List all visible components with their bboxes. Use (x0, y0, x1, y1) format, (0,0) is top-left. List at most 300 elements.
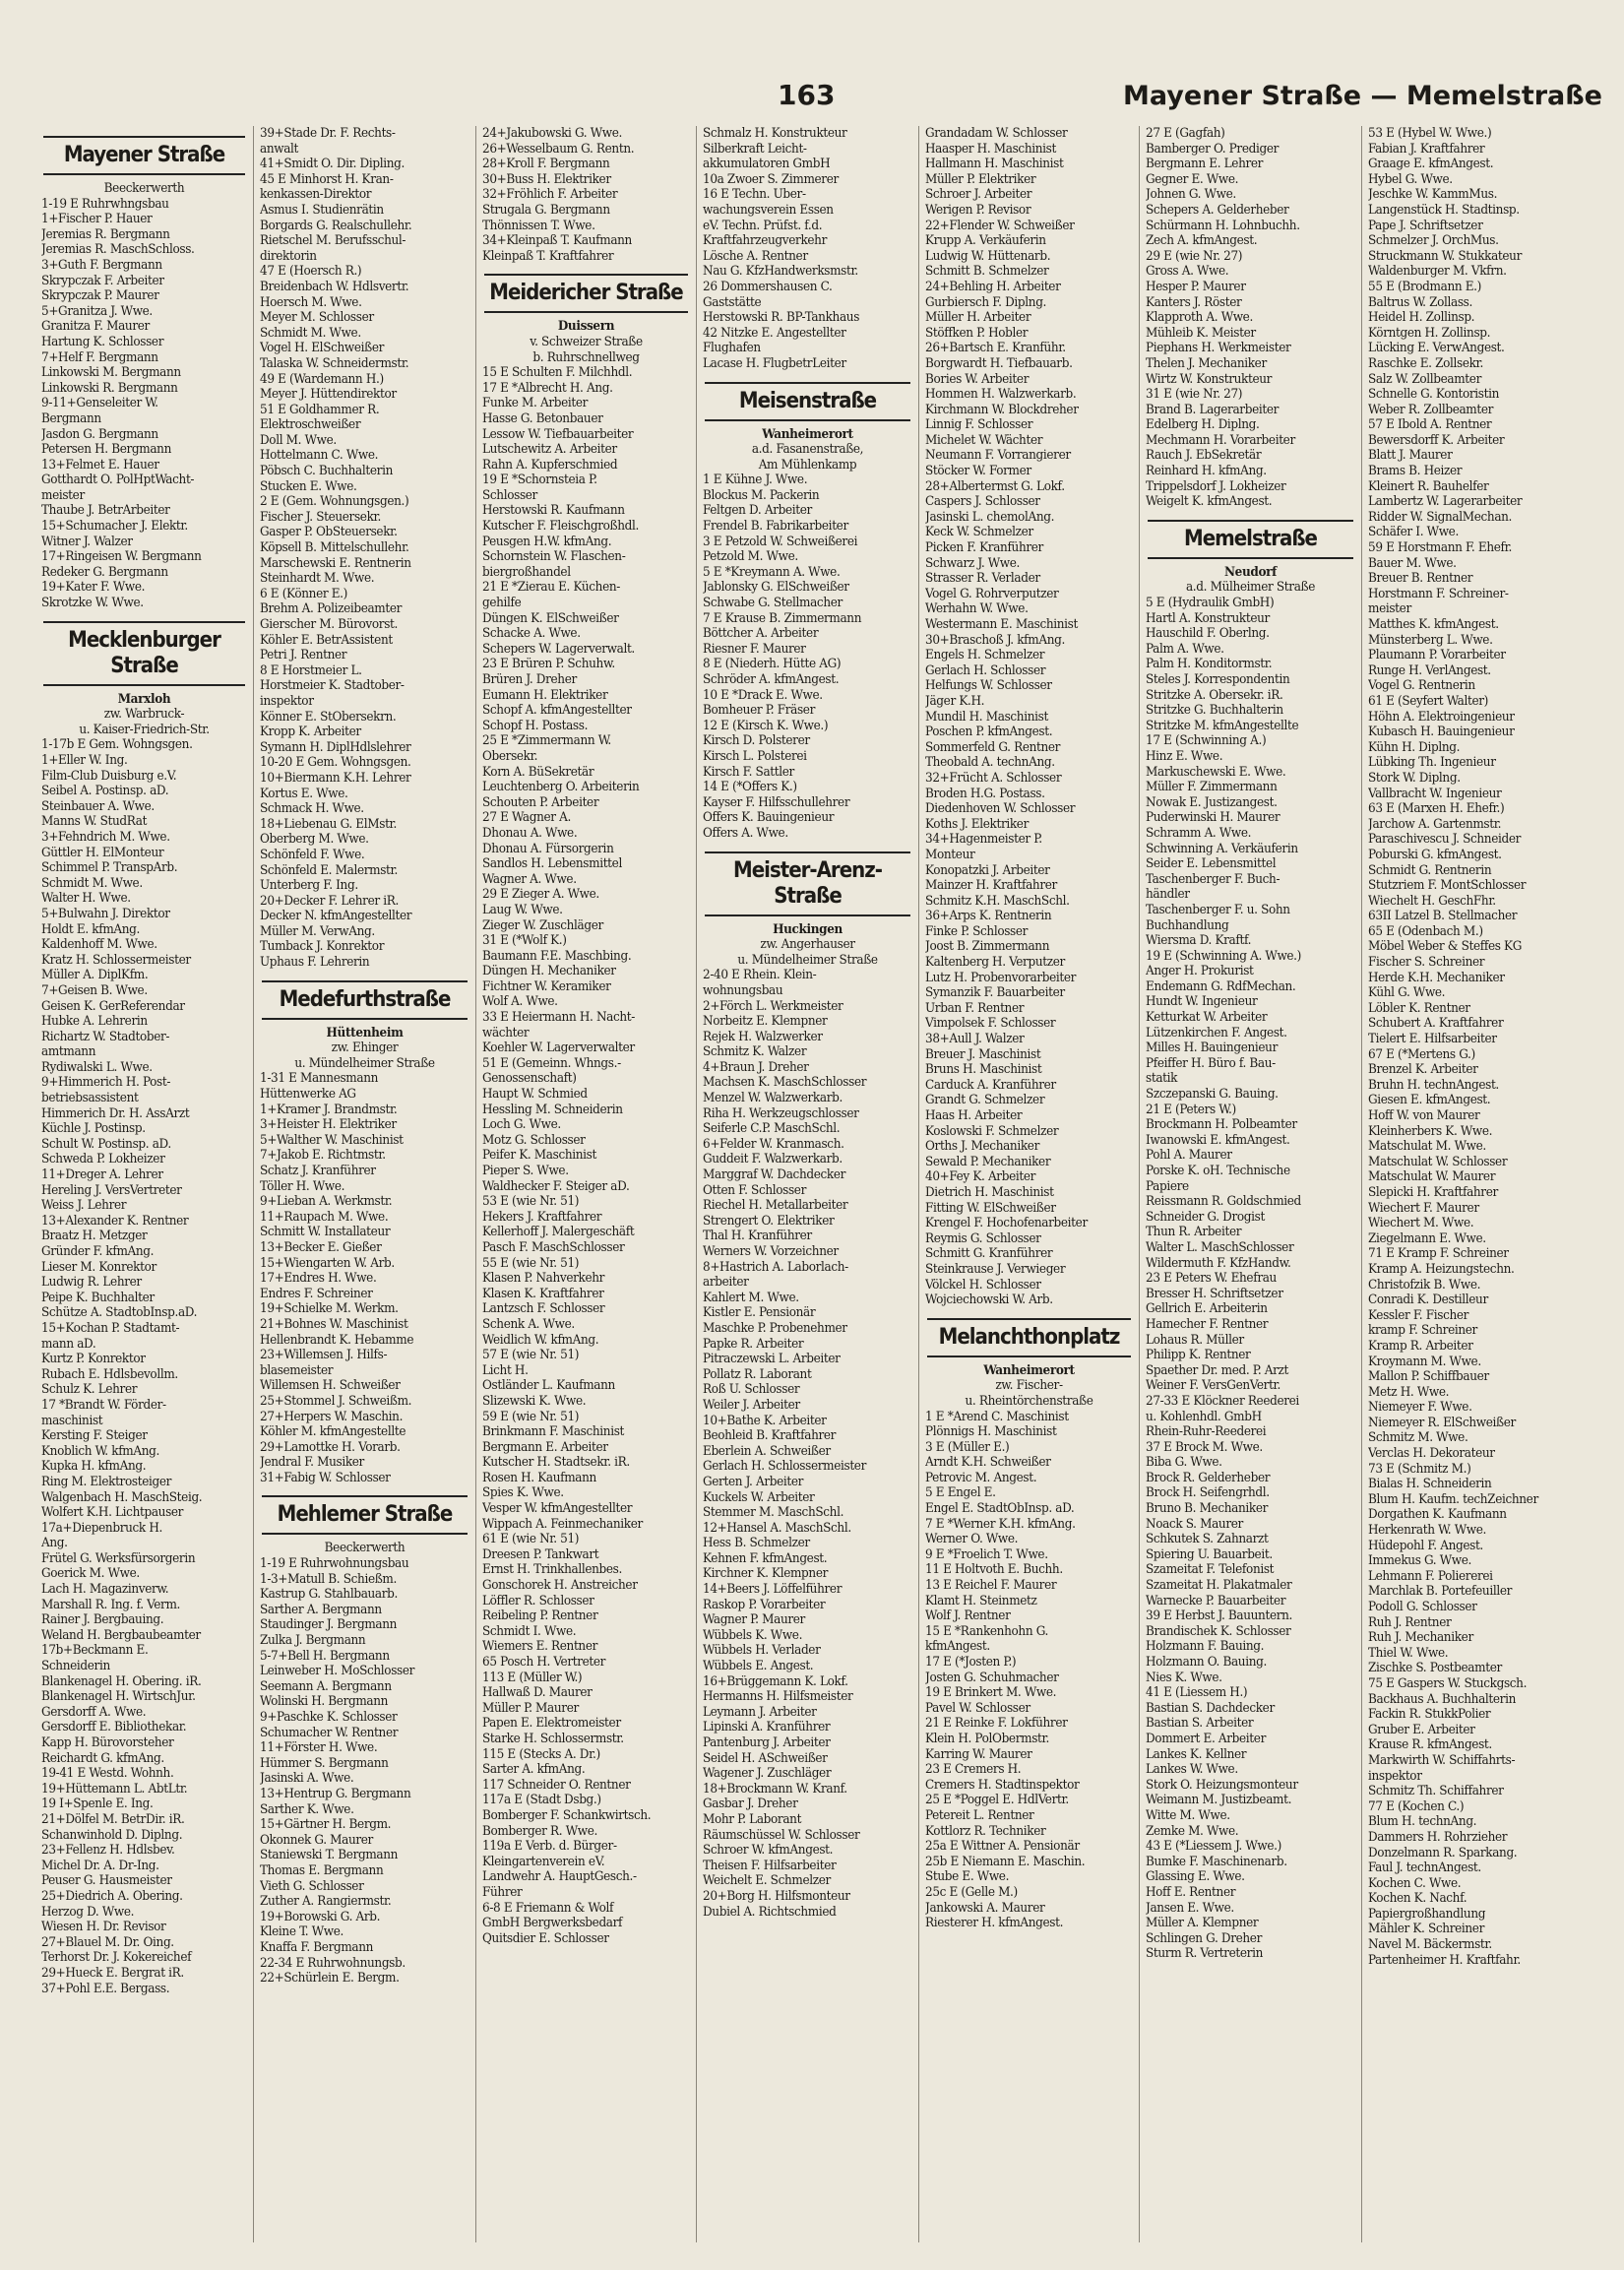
directory-entry: Schwinning A. Verkäuferin (1146, 841, 1298, 856)
directory-entry: Glassing E. Wwe. (1146, 1869, 1245, 1885)
directory-entry: 65 E (Odenbach M.) (1368, 923, 1483, 939)
directory-entry: Baumann F.E. Maschbing. (482, 948, 632, 964)
directory-entry: Wübbels K. Wwe. (703, 1627, 803, 1643)
directory-entry: Hartung K. Schlosser (41, 334, 164, 349)
directory-entry: Wolf J. Rentner (925, 1608, 1011, 1624)
directory-entry: Szameitat F. Telefonist (1146, 1562, 1275, 1578)
directory-entry: Paraschivescu J. Schneider (1368, 832, 1522, 848)
directory-entry: Pfeiffer H. Büro f. Bau- (1146, 1055, 1276, 1071)
directory-entry: Gurbiersch F. Diplng. (925, 294, 1047, 310)
directory-entry: 29+Hueck E. Bergrat iR. (41, 1965, 184, 1981)
directory-entry: Reibeling P. Rentner (482, 1608, 598, 1624)
directory-entry: Kersting F. Steiger (41, 1428, 148, 1444)
directory-entry: Köpsell B. Mittelschullehr. (260, 540, 409, 556)
directory-entry: Rubach E. Hdlsbevollm. (41, 1366, 178, 1382)
directory-entry: Hekers J. Kraftfahrer (482, 1209, 602, 1225)
directory-entry: 17+Ringeisen W. Bergmann (41, 549, 202, 565)
directory-entry: Walter H. Wwe. (41, 891, 131, 907)
directory-entry: 39 E Herbst J. Bauuntern. (1146, 1608, 1293, 1624)
directory-entry: Ridder W. SignalMechan. (1368, 509, 1513, 525)
directory-entry: Flughafen (703, 341, 761, 356)
directory-entry: 34+Hagenmeister P. (925, 832, 1042, 848)
directory-entry: Szczepanski G. Bauing. (1146, 1087, 1279, 1103)
directory-entry: 7 E Krause B. Zimmermann (703, 610, 862, 626)
directory-entry: Kühl G. Wwe. (1368, 985, 1446, 1001)
directory-entry: Brand B. Lagerarbeiter (1146, 402, 1280, 417)
directory-entry: Staudinger J. Bergmann (260, 1617, 398, 1633)
directory-entry: Hoersch M. Wwe. (260, 294, 362, 310)
directory-entry: Raskop P. Vorarbeiter (703, 1597, 826, 1612)
directory-entry: 11+Dreger A. Lehrer (41, 1167, 163, 1183)
directory-entry: Leuchtenberg O. Arbeiterin (482, 780, 640, 795)
directory-entry: Plaumann P. Vorarbeiter (1368, 648, 1506, 663)
directory-entry: Töller H. Wwe. (260, 1178, 345, 1194)
directory-entry: 3+Guth F. Bergmann (41, 257, 162, 273)
directory-entry: Mainzer H. Kraftfahrer (925, 878, 1057, 894)
directory-entry: Michel Dr. A. Dr-Ing. (41, 1858, 159, 1873)
directory-entry: Gerten J. Arbeiter (703, 1474, 804, 1489)
directory-entry: Donzelmann R. Sparkang. (1368, 1845, 1518, 1860)
directory-entry: Ernst H. Trinkhallenbes. (482, 1562, 622, 1578)
directory-entry: Klein H. PolObermstr. (925, 1731, 1049, 1746)
directory-entry: Endemann G. RdfMechan. (1146, 978, 1296, 994)
directory-entry: Thal H. Kranführer (703, 1229, 812, 1244)
directory-entry: Schanwinhold D. Diplng. (41, 1827, 183, 1843)
directory-entry: 25+Diedrich A. Obering. (41, 1888, 183, 1904)
directory-entry: Wagner P. Maurer (703, 1612, 805, 1628)
directory-entry: Hybel G. Wwe. (1368, 171, 1453, 187)
directory-entry: Weidlich W. kfmAng. (482, 1332, 599, 1348)
district-note: zw. Warbruck- (103, 707, 185, 723)
directory-entry: Caspers J. Schlosser (925, 494, 1040, 510)
directory-entry: 23+Fellenz H. Hdlsbev. (41, 1843, 175, 1859)
directory-entry: Landwehr A. HauptGesch.- (482, 1869, 637, 1885)
directory-entry: Hümmer S. Bergmann (260, 1755, 389, 1771)
directory-entry: Steinhardt M. Wwe. (260, 571, 375, 587)
directory-entry: Bastian S. Arbeiter (1146, 1716, 1254, 1732)
directory-entry: Pape J. Schriftsetzer (1368, 218, 1483, 233)
directory-entry: Jablonsky G. ElSchweißer (703, 580, 849, 596)
directory-entry: Kurtz P. Konrektor (41, 1352, 146, 1367)
directory-entry: 57 E Ibold A. Rentner (1368, 417, 1492, 433)
directory-entry: Möbel Weber & Steffes KG (1368, 939, 1522, 955)
directory-entry: Schopf H. Postass. (482, 718, 589, 733)
directory-entry: Schmitz Th. Schiffahrer (1368, 1784, 1504, 1799)
directory-entry: 10a Zwoer S. Zimmerer (703, 171, 839, 187)
directory-entry: Ostländer L. Kaufmann (482, 1378, 615, 1394)
directory-entry: Immekus G. Wwe. (1368, 1553, 1471, 1569)
directory-entry: Monteur (925, 847, 975, 862)
directory-entry: Gierscher M. Bürovorst. (260, 617, 398, 632)
directory-entry: 23 E Brüren P. Schuhw. (482, 657, 615, 672)
directory-column (919, 126, 1140, 2242)
directory-entry: Poburski G. kfmAngest. (1368, 847, 1502, 862)
directory-entry: Cremers H. Stadtinspektor (925, 1777, 1080, 1793)
directory-entry: Rietschel M. Berufsschul- (260, 233, 406, 249)
directory-entry: Stucken E. Wwe. (260, 478, 357, 494)
directory-entry: Herkenrath W. Wwe. (1368, 1523, 1486, 1539)
directory-entry: Knoblich W. kfmAng. (41, 1443, 159, 1459)
directory-entry: Schornstein W. Flaschen- (482, 549, 626, 565)
directory-entry: Wolf A. Wwe. (482, 994, 558, 1010)
directory-entry: 6 E (Könner E.) (260, 586, 348, 601)
directory-entry: Wildermuth F. KfzHandw. (1146, 1255, 1291, 1271)
directory-entry: Brinkmann F. Maschinist (482, 1424, 625, 1440)
directory-entry: 37 E Brock M. Wwe. (1146, 1439, 1263, 1455)
directory-entry: 21 E *Zierau E. Küchen- (482, 580, 620, 596)
directory-entry: Rahn A. Kupferschmied (482, 457, 618, 473)
directory-entry: Granitza F. Maurer (41, 319, 150, 335)
directory-entry: Borgwardt H. Tiefbauarb. (925, 355, 1073, 371)
directory-entry: Breidenbach W. Hdlsvertr. (260, 279, 409, 294)
directory-entry: Spaether Dr. med. P. Arzt (1146, 1362, 1289, 1378)
district-note: zw. Fischer- (995, 1378, 1063, 1394)
directory-entry: Norbeitz E. Klempner (703, 1014, 828, 1030)
directory-entry: Klamt H. Steinmetz (925, 1593, 1037, 1608)
directory-entry: Müller P. Maurer (482, 1700, 579, 1716)
directory-entry: 25c E (Gelle M.) (925, 1884, 1018, 1900)
directory-entry: anwalt (260, 141, 299, 157)
directory-entry: Orths J. Mechaniker (925, 1139, 1039, 1155)
directory-entry: Geisen K. GerReferendar (41, 998, 185, 1014)
directory-entry: Breuer B. Rentner (1368, 571, 1473, 587)
district-note: u. Mündelheimer Straße (737, 952, 878, 968)
directory-entry: 28+Kroll F. Bergmann (482, 157, 610, 172)
directory-entry: Sewald P. Mechaniker (925, 1154, 1051, 1169)
directory-entry: 24+Behling H. Arbeiter (925, 279, 1061, 294)
directory-entry: Fischer J. Steuersekr. (260, 509, 381, 525)
directory-entry: Lankes W. Wwe. (1146, 1762, 1238, 1778)
directory-entry: Doll M. Wwe. (260, 432, 337, 448)
directory-entry: 15+Gärtner H. Bergm. (260, 1817, 392, 1833)
directory-entry: Weiner F. VersGenVertr. (1146, 1378, 1280, 1394)
directory-entry: Mähler K. Schreiner (1368, 1922, 1484, 1937)
directory-entry: 9+Himmerich H. Post- (41, 1075, 171, 1091)
directory-entry: Schroer W. kfmAngest. (703, 1843, 834, 1859)
directory-entry: Kaldenhoff M. Wwe. (41, 937, 157, 953)
directory-entry: Ang. (41, 1536, 68, 1551)
directory-entry: Güttler H. ElMonteur (41, 845, 164, 860)
directory-entry: 19+Hüttemann L. AbtLtr. (41, 1781, 188, 1797)
directory-entry: Giesen E. kfmAngest. (1368, 1093, 1491, 1108)
directory-entry: 1+Fischer P. Hauer (41, 212, 153, 227)
directory-entry: Puderwinski H. Maurer (1146, 810, 1280, 826)
directory-entry: Ketturkat W. Arbeiter (1146, 1010, 1268, 1026)
directory-entry: Brenzel K. Arbeiter (1368, 1062, 1478, 1078)
directory-entry: Bruhn H. technAngest. (1368, 1077, 1499, 1093)
directory-entry: 6+Felder W. Kranmasch. (703, 1136, 844, 1152)
district-name: Hüttenheim (326, 1024, 404, 1040)
directory-entry: Matschulat W. Maurer (1368, 1169, 1496, 1185)
directory-entry: 31 E (wie Nr. 27) (1146, 387, 1243, 403)
directory-entry: Linnig F. Schlosser (925, 417, 1033, 433)
district-note: Beeckerwerth (103, 181, 185, 196)
directory-entry: Haas H. Arbeiter (925, 1108, 1023, 1123)
directory-entry: 3+Heister H. Elektriker (260, 1117, 397, 1133)
directory-entry: 7+Helf F. Bergmann (41, 349, 158, 365)
directory-entry: Pollatz R. Laborant (703, 1366, 812, 1382)
directory-entry: Schmidt I. Wwe. (482, 1623, 577, 1639)
directory-entry: Offers A. Wwe. (703, 825, 788, 841)
directory-entry: Vallbracht W. Ingenieur (1368, 786, 1502, 801)
directory-entry: Kramp A. Heizungstechn. (1368, 1261, 1515, 1277)
directory-entry: händler (1146, 887, 1190, 903)
directory-entry: Tielert E. Hilfsarbeiter (1368, 1032, 1497, 1047)
directory-entry: Kropp K. Arbeiter (260, 725, 361, 740)
directory-entry: Kottlorz R. Techniker (925, 1823, 1046, 1839)
directory-entry: Lankes K. Kellner (1146, 1746, 1247, 1762)
directory-entry: 9-11+Genseleiter W. (41, 396, 158, 411)
directory-entry: Kratz H. Schlossermeister (41, 952, 191, 968)
directory-entry: Gersdorff E. Bibliothekar. (41, 1720, 187, 1735)
directory-entry: 22+Schürlein E. Bergm. (260, 1971, 400, 1986)
directory-entry: blasemeister (260, 1362, 334, 1378)
directory-entry: Schmitt B. Schmelzer (925, 264, 1049, 280)
directory-entry: Zischke S. Postbeamter (1368, 1661, 1502, 1676)
directory-entry: Stork W. Diplng. (1368, 770, 1461, 786)
directory-entry: Marchlak B. Portefeuiller (1368, 1584, 1513, 1600)
directory-entry: Schulz K. Lehrer (41, 1382, 138, 1398)
directory-entry: Lieser M. Konrektor (41, 1259, 156, 1275)
directory-entry: Müller F. Zimmermann (1146, 780, 1278, 795)
directory-entry: Machsen K. MaschSchlosser (703, 1075, 867, 1091)
directory-entry: Vimpolsek F. Schlosser (925, 1016, 1056, 1032)
directory-entry: Tumback J. Konrektor (260, 939, 385, 955)
directory-entry: Schweda P. Lokheizer (41, 1152, 165, 1167)
directory-entry: 34+Kleinpaß T. Kaufmann (482, 233, 632, 249)
directory-entry: Laug W. Wwe. (482, 902, 563, 917)
directory-entry: 11+Raupach M. Wwe. (260, 1209, 389, 1225)
directory-entry: Uphaus F. Lehrerin (260, 955, 370, 971)
directory-entry: Biba G. Wwe. (1146, 1455, 1222, 1471)
directory-entry: Blum H. Kaufm. techZeichner (1368, 1491, 1538, 1507)
street-heading: Mayener Straße (43, 136, 245, 175)
directory-entry: Schopf A. kfmAngestellter (482, 703, 632, 719)
directory-entry: 57 E (wie Nr. 51) (482, 1348, 580, 1363)
directory-entry: 26+Wesselbaum G. Rentn. (482, 141, 635, 157)
directory-entry: Steinkrause J. Verwieger (925, 1261, 1066, 1277)
directory-entry: Dreesen P. Tankwart (482, 1546, 599, 1562)
directory-entry: Lutschewitz A. Arbeiter (482, 442, 617, 458)
directory-entry: 119a E Verb. d. Bürger- (482, 1839, 617, 1855)
directory-entry: biergroßhandel (482, 564, 571, 580)
directory-entry: Wiersma D. Kraftf. (1146, 933, 1252, 949)
directory-entry: Bamberger O. Prediger (1146, 141, 1280, 157)
directory-entry: Genossenschaft) (482, 1071, 577, 1087)
directory-entry: 12+Hansel A. MaschSchl. (703, 1520, 851, 1536)
directory-entry: 15+Schumacher J. Elektr. (41, 519, 188, 535)
directory-entry: Decker N. kfmAngestellter (260, 909, 412, 924)
directory-entry: kramp F. Schreiner (1368, 1323, 1477, 1339)
directory-entry: 17b+Beckmann E. (41, 1643, 149, 1659)
directory-entry: Gegner E. Wwe. (1146, 171, 1239, 187)
directory-entry: Baltrus W. Zollass. (1368, 294, 1472, 310)
directory-entry: Loch G. Wwe. (482, 1117, 561, 1133)
directory-entry: Rauch J. EbSekretär (1146, 448, 1262, 464)
directory-entry: Schmitt W. Installateur (260, 1225, 391, 1240)
directory-entry: u. Kohlenhdl. GmbH (1146, 1409, 1262, 1424)
directory-entry: Struckmann W. Stukkateur (1368, 248, 1523, 264)
directory-entry: kfmAngest. (925, 1639, 990, 1655)
directory-entry: Lehmann F. Poliererei (1368, 1568, 1493, 1584)
directory-entry: 21+Bohnes W. Maschinist (260, 1316, 408, 1332)
directory-entry: 59 E (wie Nr. 51) (482, 1409, 580, 1424)
directory-entry: Dorgathen K. Kaufmann (1368, 1507, 1507, 1523)
directory-entry: Kühn H. Diplng. (1368, 739, 1461, 755)
directory-entry: Bruno B. Mechaniker (1146, 1501, 1269, 1517)
directory-entry: Petrovic M. Angest. (925, 1470, 1037, 1485)
directory-entry: Lutz H. Probenvorarbeiter (925, 970, 1077, 985)
directory-entry: 13+Becker E. Gießer (260, 1239, 382, 1255)
directory-entry: 5 E *Kreymann A. Wwe. (703, 564, 841, 580)
directory-entry: Iwanowski E. kfmAngest. (1146, 1132, 1290, 1148)
directory-entry: Pohl A. Maurer (1146, 1148, 1232, 1164)
directory-entry: Ludwig R. Lehrer (41, 1275, 142, 1291)
directory-entry: Brüren J. Dreher (482, 672, 577, 687)
directory-entry: inspektor (1368, 1768, 1422, 1784)
directory-entry: Brehm A. Polizeibeamter (260, 601, 403, 617)
directory-entry: Kubasch H. Bauingenieur (1368, 725, 1515, 740)
directory-entry: Karring W. Maurer (925, 1746, 1032, 1762)
directory-entry: Brockmann H. Polbeamter (1146, 1117, 1297, 1133)
directory-entry: Kirsch L. Polsterei (703, 748, 807, 764)
directory-entry: Koehler W. Lagerverwalter (482, 1040, 635, 1056)
directory-entry: Holdt E. kfmAng. (41, 921, 141, 937)
directory-entry: Hundt W. Ingenieur (1146, 994, 1258, 1010)
directory-entry: Weigelt K. kfmAngest. (1146, 494, 1273, 510)
directory-entry: Wolfert K.H. Lichtpauser (41, 1505, 184, 1521)
directory-entry: 2+Förch L. Werkmeister (703, 998, 843, 1014)
directory-entry: Riesner F. Maurer (703, 641, 806, 657)
directory-entry: Trippelsdorf J. Lokheizer (1146, 478, 1286, 494)
directory-entry: Böttcher A. Arbeiter (703, 626, 819, 642)
directory-entry: Waldhecker F. Steiger aD. (482, 1178, 630, 1194)
directory-entry: 31 E (*Wolf K.) (482, 933, 567, 949)
directory-entry: Maschke P. Probenehmer (703, 1320, 847, 1336)
directory-entry: Starke H. Schlossermstr. (482, 1731, 624, 1746)
directory-entry: Spies K. Wwe. (482, 1485, 564, 1501)
directory-entry: 17 E *Albrecht H. Ang. (482, 380, 613, 396)
directory-entry: Seemann A. Bergmann (260, 1678, 392, 1694)
directory-entry: Schönfeld E. Malermstr. (260, 862, 398, 878)
directory-entry: Stutzriem F. MontSchlosser (1368, 878, 1527, 894)
directory-entry: Blankenagel H. WirtschJur. (41, 1689, 196, 1705)
directory-column (476, 126, 697, 2242)
directory-entry: Marshall R. Ing. f. Verm. (41, 1597, 181, 1612)
directory-entry: amtmann (41, 1044, 96, 1060)
directory-entry: Terhorst Dr. J. Kokereichef (41, 1950, 192, 1966)
directory-entry: Gasper P. ObSteuersekr. (260, 525, 398, 540)
directory-entry: Kayser F. Hilfsschullehrer (703, 794, 850, 810)
directory-entry: Skrypczak F. Arbeiter (41, 273, 164, 288)
directory-entry: Christofzik B. Wwe. (1368, 1277, 1481, 1293)
directory-entry: Wiechert M. Wwe. (1368, 1216, 1474, 1231)
directory-entry: Reymis G. Schlosser (925, 1230, 1041, 1246)
directory-entry: inspektor (260, 693, 314, 709)
directory-entry: Nies K. Wwe. (1146, 1670, 1222, 1685)
directory-entry: Brandischek K. Schlosser (1146, 1623, 1291, 1639)
directory-entry: Bergmann E. Arbeiter (482, 1439, 608, 1455)
directory-entry: Verclas H. Dekorateur (1368, 1446, 1495, 1462)
directory-entry: Thomas E. Bergmann (260, 1862, 384, 1878)
directory-entry: Noack S. Maurer (1146, 1516, 1243, 1532)
directory-entry: Rejek H. Walzwerker (703, 1029, 823, 1044)
directory-entry: wohnungsbau (703, 982, 783, 998)
directory-entry: Zuther A. Rangiermstr. (260, 1894, 392, 1910)
directory-entry: Unterberg F. Ing. (260, 878, 358, 894)
directory-entry: Borgards G. Realschullehr. (260, 218, 412, 233)
directory-entry: eV. Techn. Prüfst. f.d. (703, 218, 823, 233)
directory-entry: 37+Pohl E.E. Bergass. (41, 1981, 170, 1996)
directory-entry: 3+Fehndrich M. Wwe. (41, 829, 170, 845)
directory-entry: 25 E *Zimmermann W. (482, 733, 611, 749)
directory-entry: Peuser G. Hausmeister (41, 1873, 172, 1889)
directory-entry: Völckel H. Schlosser (925, 1277, 1041, 1293)
directory-entry: 19+Kater F. Wwe. (41, 580, 146, 596)
directory-entry: Film-Club Duisburg e.V. (41, 768, 177, 784)
directory-entry: 5 E Engel E. (925, 1485, 996, 1501)
directory-entry: Petri J. Rentner (260, 648, 347, 663)
directory-entry: Horstmann F. Schreiner- (1368, 586, 1509, 601)
directory-entry: Dammers H. Rohrzieher (1368, 1829, 1508, 1845)
directory-entry: Mallon P. Schiffbauer (1368, 1369, 1489, 1385)
directory-entry: Braatz H. Metzger (41, 1229, 148, 1244)
directory-entry: Witte M. Wwe. (1146, 1807, 1230, 1823)
directory-entry: Schmitz M. Wwe. (1368, 1430, 1468, 1446)
directory-entry: Wiechert F. Maurer (1368, 1200, 1479, 1216)
directory-entry: 77 E (Kochen C.) (1368, 1798, 1465, 1814)
directory-entry: Gonschorek H. Anstreicher (482, 1578, 638, 1594)
directory-entry: 18+Liebenau G. ElMstr. (260, 816, 397, 832)
directory-entry: Köhler E. BetrAssistent (260, 632, 393, 648)
directory-entry: Taschenberger F. u. Sohn (1146, 902, 1290, 917)
directory-entry: Herzog D. Wwe. (41, 1904, 135, 1920)
directory-entry: Schmidt G. Rentnerin (1368, 862, 1492, 878)
directory-entry: 2-40 E Rhein. Klein- (703, 968, 817, 983)
directory-entry: 19 E Brinkert M. Wwe. (925, 1685, 1057, 1701)
directory-entry: Broden H.G. Postass. (925, 786, 1045, 801)
directory-entry: Licht H. (482, 1362, 529, 1378)
directory-entry: Roß U. Schlosser (703, 1382, 800, 1398)
street-heading: Memelstraße (1148, 520, 1353, 559)
directory-entry: Hallwaß D. Maurer (482, 1685, 593, 1701)
directory-entry: Schönfeld F. Wwe. (260, 847, 365, 862)
directory-entry: Thiel W. Wwe. (1368, 1645, 1449, 1661)
directory-entry: Buchhandlung (1146, 917, 1229, 933)
directory-entry: 26+Bartsch E. Kranführ. (925, 341, 1066, 356)
directory-entry: Theobald A. technAng. (925, 755, 1055, 771)
directory-entry: 1+Eller W. Ing. (41, 753, 128, 768)
district-name: Marxloh (117, 690, 171, 707)
directory-entry: Riha H. Werkzeugschlosser (703, 1105, 859, 1121)
directory-entry: Vogel G. Rohrverputzer (925, 586, 1059, 601)
directory-entry: 21 E Reinke F. Lokführer (925, 1716, 1068, 1732)
directory-entry: Graage E. kfmAngest. (1368, 157, 1494, 172)
directory-entry: Gerlach H. Schlossermeister (703, 1459, 866, 1475)
directory-entry: 20+Decker F. Lehrer iR. (260, 893, 399, 909)
directory-entry: Okonnek G. Maurer (260, 1832, 373, 1848)
directory-entry: Szameitat H. Plakatmaler (1146, 1578, 1292, 1594)
directory-entry: Schmalz H. Konstrukteur (703, 126, 847, 141)
street-heading: Medefurthstraße (262, 980, 468, 1020)
directory-entry: kenkassen-Direktor (260, 187, 372, 203)
directory-entry: Langenstück H. Stadtinsp. (1368, 202, 1520, 218)
directory-entry: Lach H. Magazinverw. (41, 1582, 169, 1598)
directory-entry: Petzold M. Wwe. (703, 549, 798, 565)
directory-entry: 17 E (Schwinning A.) (1146, 733, 1267, 749)
directory-entry: Matschulat M. Wwe. (1368, 1139, 1486, 1155)
directory-entry: Gaststätte (703, 294, 762, 310)
